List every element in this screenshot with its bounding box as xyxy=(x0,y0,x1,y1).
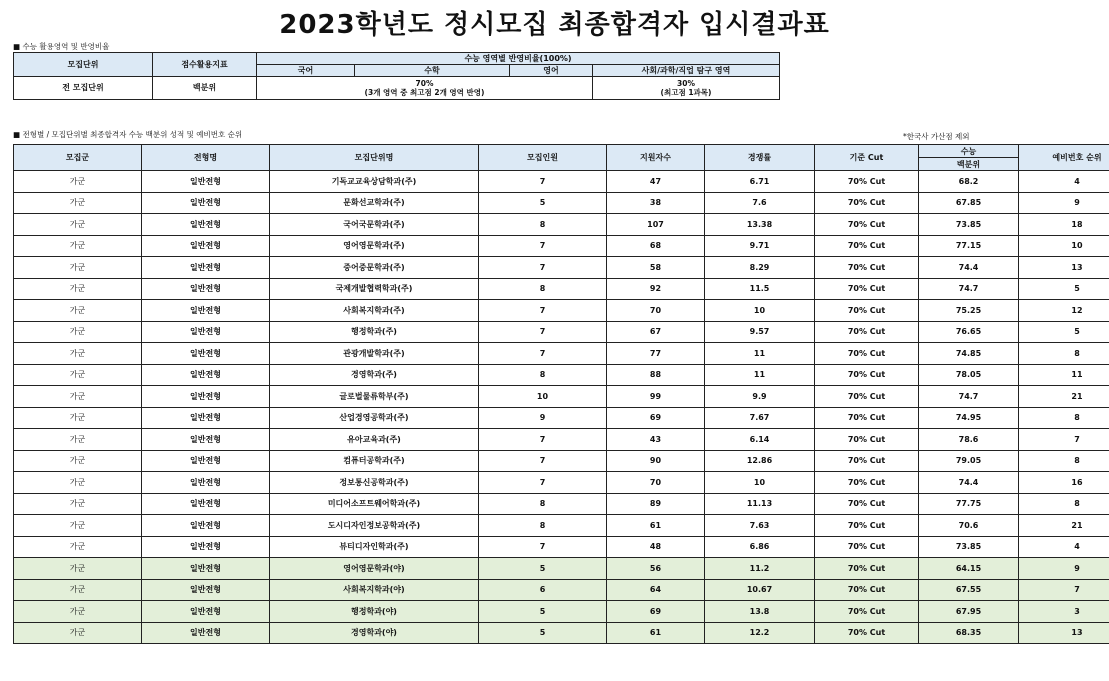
cell-percentile: 74.7 xyxy=(919,278,1019,300)
cell-waitlist: 5 xyxy=(1019,278,1109,300)
results-body xyxy=(14,171,1109,644)
cell-percentile: 73.85 xyxy=(919,536,1019,558)
cell-unit: 사회복지학과(주) xyxy=(270,300,479,322)
cell-type: 일반전형 xyxy=(142,579,270,601)
cell-waitlist: 18 xyxy=(1019,214,1109,236)
cell-applicants: 61 xyxy=(607,622,705,644)
cell-group: 가군 xyxy=(14,214,142,236)
cell-applicants: 47 xyxy=(607,171,705,193)
cell-quota: 7 xyxy=(479,321,607,343)
cell-type: 일반전형 xyxy=(142,214,270,236)
cell-group: 가군 xyxy=(14,364,142,386)
cell-unit: 영어영문학과(주) xyxy=(270,235,479,257)
cell-cut: 70% Cut xyxy=(815,558,919,580)
cell-waitlist: 5 xyxy=(1019,321,1109,343)
cell-cut: 70% Cut xyxy=(815,601,919,623)
cell-percentile: 67.95 xyxy=(919,601,1019,623)
header-unit: 모집단위명 xyxy=(270,145,479,171)
cell-waitlist: 8 xyxy=(1019,407,1109,429)
cell-group: 가군 xyxy=(14,579,142,601)
header-waitlist: 예비번호 순위 xyxy=(1019,145,1109,171)
cell-type: 일반전형 xyxy=(142,192,270,214)
cell-quota: 8 xyxy=(479,278,607,300)
cell-percentile: 64.15 xyxy=(919,558,1019,580)
table-row xyxy=(14,536,1109,558)
table-row xyxy=(14,214,1109,236)
cell-percentile: 78.05 xyxy=(919,364,1019,386)
cell-quota: 7 xyxy=(479,343,607,365)
cell-unit: 국제개발협력학과(주) xyxy=(270,278,479,300)
cell-group: 가군 xyxy=(14,450,142,472)
table-row xyxy=(14,429,1109,451)
cell-type: 일반전형 xyxy=(142,472,270,494)
cell-applicants: 70 xyxy=(607,300,705,322)
table-row xyxy=(14,321,1109,343)
cell-unit: 행정학과(야) xyxy=(270,601,479,623)
cell-cut: 70% Cut xyxy=(815,278,919,300)
cell-quota: 7 xyxy=(479,429,607,451)
cell-applicants: 58 xyxy=(607,257,705,279)
cell-cut: 70% Cut xyxy=(815,622,919,644)
cell-percentile: 70.6 xyxy=(919,515,1019,537)
cell-cut: 70% Cut xyxy=(815,450,919,472)
cell-group: 가군 xyxy=(14,278,142,300)
ratio-table xyxy=(13,52,780,100)
header-group: 모집군 xyxy=(14,145,142,171)
cell-waitlist: 21 xyxy=(1019,386,1109,408)
ratio-header-unit: 모집단위 xyxy=(14,53,153,77)
cell-unit: 도시디자인정보공학과(주) xyxy=(270,515,479,537)
cell-type: 일반전형 xyxy=(142,300,270,322)
cell-cut: 70% Cut xyxy=(815,407,919,429)
cell-applicants: 61 xyxy=(607,515,705,537)
cell-unit: 기독교교육상담학과(주) xyxy=(270,171,479,193)
cell-quota: 5 xyxy=(479,192,607,214)
cell-waitlist: 8 xyxy=(1019,343,1109,365)
header-rate: 경쟁률 xyxy=(705,145,815,171)
cell-rate: 8.29 xyxy=(705,257,815,279)
cell-rate: 11 xyxy=(705,343,815,365)
note-history-bonus: *한국사 가산점 제외 xyxy=(903,132,970,141)
header-applicants: 지원자수 xyxy=(607,145,705,171)
cell-waitlist: 8 xyxy=(1019,450,1109,472)
cell-cut: 70% Cut xyxy=(815,364,919,386)
cell-cut: 70% Cut xyxy=(815,171,919,193)
cell-quota: 5 xyxy=(479,622,607,644)
cell-waitlist: 9 xyxy=(1019,558,1109,580)
cell-type: 일반전형 xyxy=(142,321,270,343)
cell-waitlist: 7 xyxy=(1019,429,1109,451)
cell-waitlist: 4 xyxy=(1019,536,1109,558)
cell-quota: 8 xyxy=(479,214,607,236)
cell-percentile: 67.85 xyxy=(919,192,1019,214)
cell-waitlist: 21 xyxy=(1019,515,1109,537)
cell-rate: 11.5 xyxy=(705,278,815,300)
cell-group: 가군 xyxy=(14,601,142,623)
table-row xyxy=(14,192,1109,214)
cell-applicants: 56 xyxy=(607,558,705,580)
cell-quota: 8 xyxy=(479,493,607,515)
cell-waitlist: 11 xyxy=(1019,364,1109,386)
cell-applicants: 107 xyxy=(607,214,705,236)
cell-unit: 미디어소프트웨어학과(주) xyxy=(270,493,479,515)
cell-rate: 7.63 xyxy=(705,515,815,537)
cell-rate: 11.13 xyxy=(705,493,815,515)
cell-waitlist: 13 xyxy=(1019,257,1109,279)
cell-group: 가군 xyxy=(14,235,142,257)
page-title: 2023학년도 정시모집 최종합격자 입시결과표 xyxy=(279,10,830,40)
cell-cut: 70% Cut xyxy=(815,386,919,408)
ratio-header-ratio: 수능 영역별 반영비율(100%) xyxy=(257,53,780,65)
cell-percentile: 74.7 xyxy=(919,386,1019,408)
cell-type: 일반전형 xyxy=(142,171,270,193)
cell-cut: 70% Cut xyxy=(815,321,919,343)
cell-rate: 13.38 xyxy=(705,214,815,236)
cell-group: 가군 xyxy=(14,386,142,408)
cell-group: 가군 xyxy=(14,192,142,214)
table-row xyxy=(14,257,1109,279)
cell-percentile: 77.15 xyxy=(919,235,1019,257)
header-quota: 모집인원 xyxy=(479,145,607,171)
cell-unit: 중어중문학과(주) xyxy=(270,257,479,279)
cell-quota: 5 xyxy=(479,558,607,580)
cell-rate: 11.2 xyxy=(705,558,815,580)
cell-cut: 70% Cut xyxy=(815,343,919,365)
cell-type: 일반전형 xyxy=(142,364,270,386)
cell-quota: 7 xyxy=(479,472,607,494)
cell-waitlist: 10 xyxy=(1019,235,1109,257)
cell-percentile: 77.75 xyxy=(919,493,1019,515)
cell-quota: 7 xyxy=(479,450,607,472)
cell-unit: 행정학과(주) xyxy=(270,321,479,343)
cell-rate: 7.67 xyxy=(705,407,815,429)
cell-waitlist: 8 xyxy=(1019,493,1109,515)
cell-percentile: 76.65 xyxy=(919,321,1019,343)
ratio-inq-desc: (최고점 1과목) xyxy=(660,88,712,97)
cell-group: 가군 xyxy=(14,493,142,515)
cell-rate: 6.71 xyxy=(705,171,815,193)
cell-rate: 10 xyxy=(705,300,815,322)
cell-type: 일반전형 xyxy=(142,278,270,300)
cell-group: 가군 xyxy=(14,300,142,322)
header-cut: 기준 Cut xyxy=(815,145,919,171)
table-row xyxy=(14,386,1109,408)
table-row xyxy=(14,407,1109,429)
cell-group: 가군 xyxy=(14,472,142,494)
cell-applicants: 67 xyxy=(607,321,705,343)
table-row xyxy=(14,515,1109,537)
cell-quota: 7 xyxy=(479,235,607,257)
cell-applicants: 69 xyxy=(607,601,705,623)
cell-group: 가군 xyxy=(14,171,142,193)
cell-applicants: 43 xyxy=(607,429,705,451)
cell-group: 가군 xyxy=(14,343,142,365)
table-row xyxy=(14,558,1109,580)
cell-rate: 12.2 xyxy=(705,622,815,644)
table-row xyxy=(14,579,1109,601)
table-row xyxy=(14,235,1109,257)
ratio-header-math: 수학 xyxy=(355,65,510,77)
cell-applicants: 69 xyxy=(607,407,705,429)
cell-applicants: 92 xyxy=(607,278,705,300)
cell-cut: 70% Cut xyxy=(815,493,919,515)
cell-cut: 70% Cut xyxy=(815,515,919,537)
cell-waitlist: 13 xyxy=(1019,622,1109,644)
cell-waitlist: 16 xyxy=(1019,472,1109,494)
cell-type: 일반전형 xyxy=(142,515,270,537)
cell-type: 일반전형 xyxy=(142,257,270,279)
cell-cut: 70% Cut xyxy=(815,536,919,558)
cell-cut: 70% Cut xyxy=(815,300,919,322)
cell-rate: 7.6 xyxy=(705,192,815,214)
ratio-row-index: 백분위 xyxy=(153,77,257,100)
ratio-inq-pct: 30% xyxy=(677,79,695,88)
cell-group: 가군 xyxy=(14,429,142,451)
cell-type: 일반전형 xyxy=(142,407,270,429)
cell-percentile: 74.95 xyxy=(919,407,1019,429)
cell-applicants: 70 xyxy=(607,472,705,494)
cell-rate: 6.86 xyxy=(705,536,815,558)
cell-unit: 경영학과(주) xyxy=(270,364,479,386)
cell-quota: 7 xyxy=(479,171,607,193)
cell-percentile: 68.35 xyxy=(919,622,1019,644)
cell-unit: 유아교육과(주) xyxy=(270,429,479,451)
cell-applicants: 88 xyxy=(607,364,705,386)
cell-quota: 7 xyxy=(479,300,607,322)
cell-type: 일반전형 xyxy=(142,536,270,558)
cell-group: 가군 xyxy=(14,515,142,537)
table-row xyxy=(14,601,1109,623)
cell-rate: 12.86 xyxy=(705,450,815,472)
cell-rate: 9.9 xyxy=(705,386,815,408)
cell-unit: 글로벌물류학부(주) xyxy=(270,386,479,408)
cell-unit: 산업경영공학과(주) xyxy=(270,407,479,429)
header-percentile: 백분위 xyxy=(919,158,1019,171)
cell-percentile: 78.6 xyxy=(919,429,1019,451)
cell-group: 가군 xyxy=(14,407,142,429)
cell-quota: 6 xyxy=(479,579,607,601)
ratio-main-pct: 70% xyxy=(415,79,434,88)
cell-rate: 9.57 xyxy=(705,321,815,343)
table-row xyxy=(14,171,1109,193)
table-row xyxy=(14,364,1109,386)
cell-quota: 10 xyxy=(479,386,607,408)
table-row xyxy=(14,300,1109,322)
cell-applicants: 90 xyxy=(607,450,705,472)
cell-unit: 영어영문학과(야) xyxy=(270,558,479,580)
cell-rate: 11 xyxy=(705,364,815,386)
cell-unit: 문화선교학과(주) xyxy=(270,192,479,214)
cell-percentile: 73.85 xyxy=(919,214,1019,236)
cell-applicants: 77 xyxy=(607,343,705,365)
cell-waitlist: 4 xyxy=(1019,171,1109,193)
cell-waitlist: 7 xyxy=(1019,579,1109,601)
section-label-results: ■ 전형별 / 모집단위별 최종합격자 수능 백분위 성적 및 예비번호 순위 xyxy=(13,130,243,139)
cell-percentile: 75.25 xyxy=(919,300,1019,322)
cell-percentile: 68.2 xyxy=(919,171,1019,193)
cell-quota: 9 xyxy=(479,407,607,429)
ratio-row-unit: 전 모집단위 xyxy=(14,77,153,100)
cell-quota: 7 xyxy=(479,257,607,279)
cell-type: 일반전형 xyxy=(142,386,270,408)
cell-rate: 9.71 xyxy=(705,235,815,257)
cell-group: 가군 xyxy=(14,536,142,558)
ratio-header-inquiry: 사회/과학/직업 탐구 영역 xyxy=(593,65,780,77)
cell-waitlist: 3 xyxy=(1019,601,1109,623)
cell-type: 일반전형 xyxy=(142,622,270,644)
cell-applicants: 68 xyxy=(607,235,705,257)
cell-type: 일반전형 xyxy=(142,601,270,623)
cell-waitlist: 9 xyxy=(1019,192,1109,214)
cell-type: 일반전형 xyxy=(142,450,270,472)
table-row xyxy=(14,622,1109,644)
cell-quota: 8 xyxy=(479,364,607,386)
cell-rate: 6.14 xyxy=(705,429,815,451)
cell-type: 일반전형 xyxy=(142,235,270,257)
header-type: 전형명 xyxy=(142,145,270,171)
table-row xyxy=(14,278,1109,300)
cell-type: 일반전형 xyxy=(142,429,270,451)
cell-rate: 10 xyxy=(705,472,815,494)
table-row xyxy=(14,493,1109,515)
cell-type: 일반전형 xyxy=(142,343,270,365)
results-table xyxy=(13,144,1109,644)
cell-percentile: 79.05 xyxy=(919,450,1019,472)
cell-percentile: 74.85 xyxy=(919,343,1019,365)
header-suneung: 수능 xyxy=(919,145,1019,158)
section-label-ratio: ■ 수능 활용영역 및 반영비율 xyxy=(13,42,110,51)
cell-percentile: 74.4 xyxy=(919,472,1019,494)
cell-quota: 7 xyxy=(479,536,607,558)
ratio-header-index: 점수활용지표 xyxy=(153,53,257,77)
cell-group: 가군 xyxy=(14,558,142,580)
cell-unit: 관광개발학과(주) xyxy=(270,343,479,365)
cell-type: 일반전형 xyxy=(142,558,270,580)
cell-quota: 8 xyxy=(479,515,607,537)
cell-unit: 경영학과(야) xyxy=(270,622,479,644)
ratio-row-main xyxy=(257,77,593,100)
ratio-header-english: 영어 xyxy=(510,65,593,77)
cell-type: 일반전형 xyxy=(142,493,270,515)
cell-unit: 컴퓨터공학과(주) xyxy=(270,450,479,472)
ratio-header-korean: 국어 xyxy=(257,65,355,77)
cell-cut: 70% Cut xyxy=(815,214,919,236)
ratio-row-inquiry xyxy=(593,77,780,100)
cell-unit: 국어국문학과(주) xyxy=(270,214,479,236)
cell-applicants: 99 xyxy=(607,386,705,408)
cell-rate: 13.8 xyxy=(705,601,815,623)
cell-cut: 70% Cut xyxy=(815,429,919,451)
cell-group: 가군 xyxy=(14,321,142,343)
cell-applicants: 64 xyxy=(607,579,705,601)
cell-unit: 정보통신공학과(주) xyxy=(270,472,479,494)
cell-cut: 70% Cut xyxy=(815,192,919,214)
cell-applicants: 48 xyxy=(607,536,705,558)
cell-percentile: 67.55 xyxy=(919,579,1019,601)
cell-percentile: 74.4 xyxy=(919,257,1019,279)
cell-applicants: 38 xyxy=(607,192,705,214)
table-row xyxy=(14,343,1109,365)
cell-cut: 70% Cut xyxy=(815,257,919,279)
table-row xyxy=(14,472,1109,494)
cell-rate: 10.67 xyxy=(705,579,815,601)
ratio-main-desc: (3개 영역 중 최고점 2개 영역 반영) xyxy=(364,88,485,97)
cell-quota: 5 xyxy=(479,601,607,623)
cell-cut: 70% Cut xyxy=(815,472,919,494)
cell-unit: 뷰티디자인학과(주) xyxy=(270,536,479,558)
cell-cut: 70% Cut xyxy=(815,579,919,601)
table-row xyxy=(14,450,1109,472)
cell-waitlist: 12 xyxy=(1019,300,1109,322)
cell-group: 가군 xyxy=(14,257,142,279)
cell-cut: 70% Cut xyxy=(815,235,919,257)
cell-applicants: 89 xyxy=(607,493,705,515)
cell-unit: 사회복지학과(야) xyxy=(270,579,479,601)
cell-group: 가군 xyxy=(14,622,142,644)
